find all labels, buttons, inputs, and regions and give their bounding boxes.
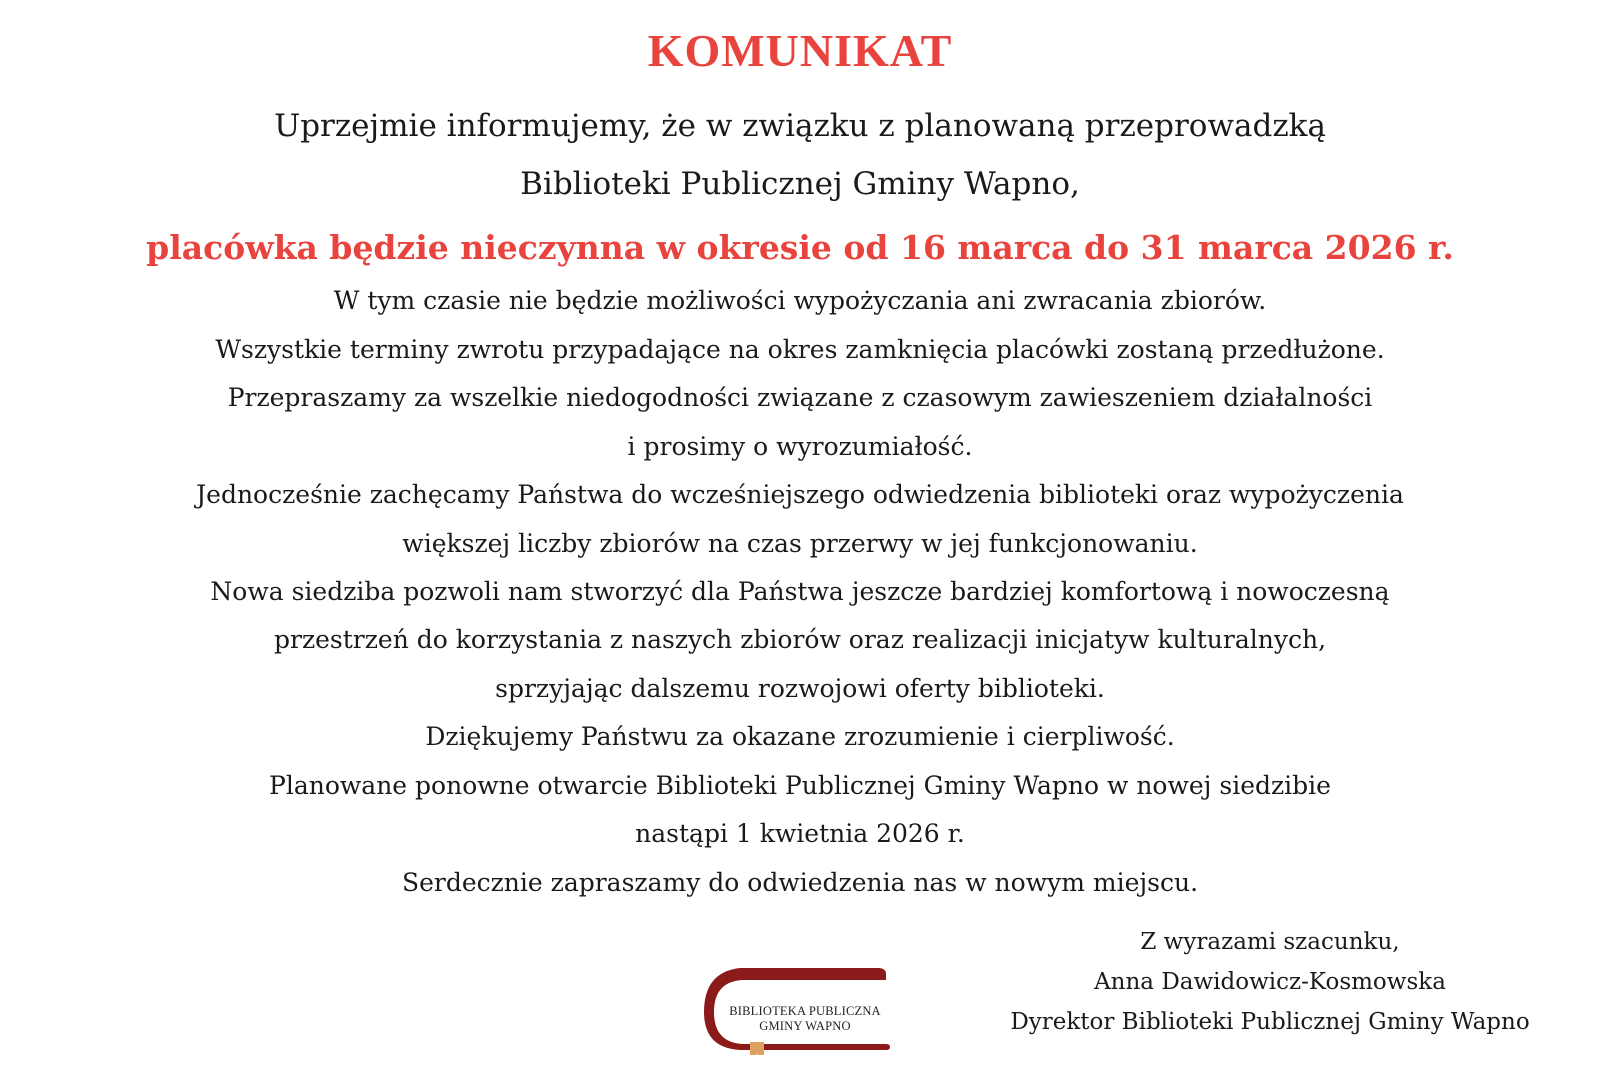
body-line: większej liczby zbiorów na czas przerwy w jej funkcjonowaniu. [402,529,1198,558]
intro-line-1: Uprzejmie informujemy, że w związku z planowaną przeprowadzką [274,108,1326,144]
signature-position: Dyrektor Biblioteki Publicznej Gminy Wapno [1010,1009,1530,1035]
logo-line-2: GMINY WAPNO [759,1019,851,1033]
body-line: Planowane ponowne otwarcie Biblioteki Publicznej Gminy Wapno w nowej siedzibie [269,771,1331,800]
body-line: Przepraszamy za wszelkie niedogodności związane z czasowym zawieszeniem działalności [227,383,1373,412]
body-line: Nowa siedziba pozwoli nam stworzyć dla Państwa jeszcze bardziej komfortową i nowoczesną [210,577,1390,606]
intro-line-2: Biblioteki Publicznej Gminy Wapno, [520,166,1080,202]
body-line: Jednocześnie zachęcamy Państwa do wcześniejszego odwiedzenia biblioteki oraz wypożyczenia [196,480,1404,509]
signature-closing: Z wyrazami szacunku, [1140,929,1400,955]
body-line: sprzyjając dalszemu rozwojowi oferty biblioteki. [495,674,1105,703]
body-line: Wszystkie terminy zwrotu przypadające na okres zamknięcia placówki zostaną przedłużone. [215,335,1385,364]
body-line: Dziękujemy Państwu za okazane zrozumienie i cierpliwość. [425,722,1175,751]
signature-name: Anna Dawidowicz-Kosmowska [1094,969,1446,995]
body-line: i prosimy o wyrozumiałość. [627,432,973,461]
page-title: KOMUNIKAT [647,25,953,76]
library-logo-text [700,1004,910,1034]
body-line: W tym czasie nie będzie możliwości wypożyczania ani zwracania zbiorów. [333,286,1267,315]
closure-notice: placówka będzie nieczynna w okresie od 16 marca do 31 marca 2026 r. [146,228,1454,267]
body-line: przestrzeń do korzystania z naszych zbiorów oraz realizacji inicjatyw kulturalnych, [273,625,1327,654]
body-line: Serdecznie zapraszamy do odwiedzenia nas w nowym miejscu. [401,868,1199,897]
logo-line-1: BIBLIOTEKA PUBLICZNA [729,1004,881,1018]
body-line: nastąpi 1 kwietnia 2026 r. [635,819,965,848]
signature-block [990,926,1550,1038]
